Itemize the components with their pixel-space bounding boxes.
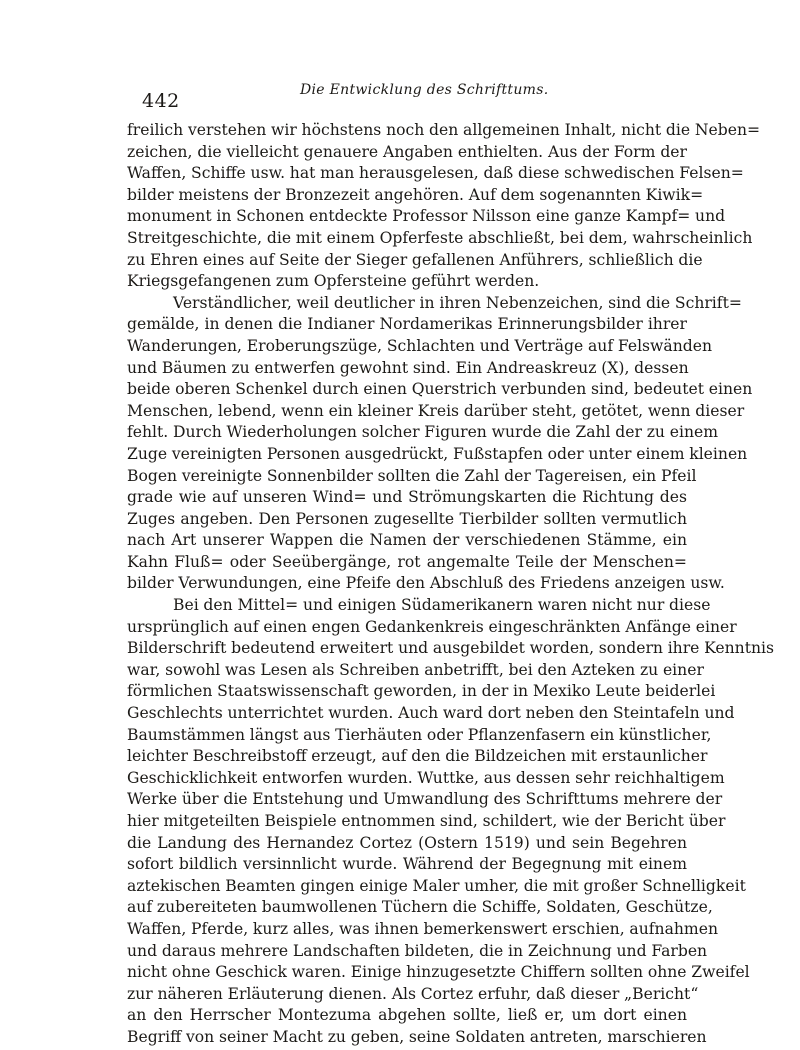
text-line: Geschlechts unterrichtet wurden. Auch ward dort neben den Steintafeln und [127, 704, 735, 723]
text-line: nicht ohne Geschick waren. Einige hinzugesetzte Chiffern sollten ohne Zweifel [127, 963, 750, 982]
text-line: bilder Verwundungen, eine Pfeife den Abschluß des Friedens anzeigen usw. [127, 574, 725, 593]
text-line: Waffen, Schiffe usw. hat man herausgelesen, daß diese schwedischen Felsen= [127, 164, 744, 183]
text-line: an den Herrscher Montezuma abgehen sollte, ließ er, um dort einen [127, 1006, 687, 1025]
text-line: Kriegsgefangenen zum Opfersteine geführt werden. [127, 272, 540, 291]
text-line: gemälde, in denen die Indianer Nordamerikas Erinnerungsbilder ihrer [127, 315, 687, 334]
text-line: hier mitgeteilten Beispiele entnommen sind, schildert, wie der Bericht über [127, 812, 726, 830]
text-line: Bogen vereinigte Sonnenbilder sollten die Zahl der Tagereisen, ein Pfeil [127, 466, 697, 485]
text-line: Waffen, Pferde, kurz alles, was ihnen bemerkenswert erschien, aufnahmen [127, 919, 718, 938]
text-line: Streitgeschichte, die mit einem Opferfeste abschließt, bei dem, wahrscheinlich [127, 228, 753, 247]
text-line: Kahn Fluß= oder Seeübergänge, rot angemalte Teile der Menschen= [127, 552, 687, 571]
text-line: zur näheren Erläuterung dienen. Als Cortez erfuhr, daß dieser „Bericht“ [127, 984, 699, 1003]
text-line: Wanderungen, Eroberungszüge, Schlachten und Verträge auf Felswänden [127, 336, 713, 355]
text-line: Menschen, lebend, wenn ein kleiner Kreis darüber steht, getötet, wenn dieser [127, 401, 745, 420]
running-head: Die Entwicklung des Schrifttums. [300, 82, 549, 98]
text-line: zeichen, die vielleicht genauere Angaben enthielten. Aus der Form der [127, 142, 687, 161]
text-line: Baumstämmen längst aus Tierhäuten oder Pflanzenfasern ein künstlicher, [127, 725, 712, 744]
text-line: freilich verstehen wir höchstens noch den allgemeinen Inhalt, nicht die Neben= [127, 121, 761, 139]
text-line: Zuge vereinigten Personen ausgedrückt, Fußstapfen oder unter einem kleinen [127, 444, 748, 463]
text-line: und daraus mehrere Landschaften bildeten, die in Zeichnung und Farben [127, 941, 708, 960]
text-line: Bilderschrift bedeutend erweitert und ausgebildet worden, sondern ihre Kenntnis [127, 639, 775, 658]
text-line: monument in Schonen entdeckte Professor Nilsson eine ganze Kampf= und [127, 207, 726, 226]
text-line: und Bäumen zu entwerfen gewohnt sind. Ein Andreaskreuz (X), dessen [127, 358, 689, 377]
text-line: Bei den Mittel= und einigen Südamerikanern waren nicht nur diese [173, 596, 711, 615]
text-line: war, sowohl was Lesen als Schreiben anbetrifft, bei den Azteken zu einer [127, 660, 704, 679]
text-line: Begriff von seiner Macht zu geben, seine Soldaten antreten, marschieren [127, 1027, 707, 1046]
text-line: grade wie auf unseren Wind= und Strömungskarten die Richtung des [127, 488, 687, 507]
text-line: auf zubereiteten baumwollenen Tüchern die Schiffe, Soldaten, Geschütze, [127, 898, 713, 917]
text-line: leichter Beschreibstoff erzeugt, auf den die Bildzeichen mit erstaunlicher [127, 747, 708, 766]
text-line: nach Art unserer Wappen die Namen der verschiedenen Stämme, ein [127, 531, 687, 550]
text-line: Werke über die Entstehung und Umwandlung des Schrifttums mehrere der [127, 790, 723, 809]
text-line: aztekischen Beamten gingen einige Maler umher, die mit großer Schnelligkeit [127, 876, 746, 895]
text-line: ursprünglich auf einen engen Gedankenkreis eingeschränkten Anfänge einer [127, 617, 737, 636]
text-line: zu Ehren eines auf Seite der Sieger gefallenen Anführers, schließlich die [127, 250, 703, 269]
text-line: die Landung des Hernandez Cortez (Ostern 1519) und sein Begehren [127, 833, 687, 852]
page-number: 442 [142, 90, 180, 112]
text-line: förmlichen Staatswissenschaft geworden, in der in Mexiko Leute beiderlei [127, 682, 716, 701]
text-line: bilder meistens der Bronzezeit angehören. Auf dem sogenannten Kiwik= [127, 185, 704, 204]
text-line: sofort bildlich versinnlicht wurde. Während der Begegnung mit einem [127, 855, 687, 874]
text-line: Geschicklichkeit entworfen wurden. Wuttke, aus dessen sehr reichhaltigem [127, 768, 725, 787]
text-line: fehlt. Durch Wiederholungen solcher Figuren wurde die Zahl der zu einem [127, 423, 718, 442]
page-header [120, 82, 686, 112]
text-line: beide oberen Schenkel durch einen Querstrich verbunden sind, bedeutet einen [127, 380, 753, 399]
text-line: Verständlicher, weil deutlicher in ihren Nebenzeichen, sind die Schrift= [173, 293, 742, 312]
body-text [127, 120, 775, 1049]
text-line: Zuges angeben. Den Personen zugesellte Tierbilder sollten vermutlich [127, 509, 687, 528]
